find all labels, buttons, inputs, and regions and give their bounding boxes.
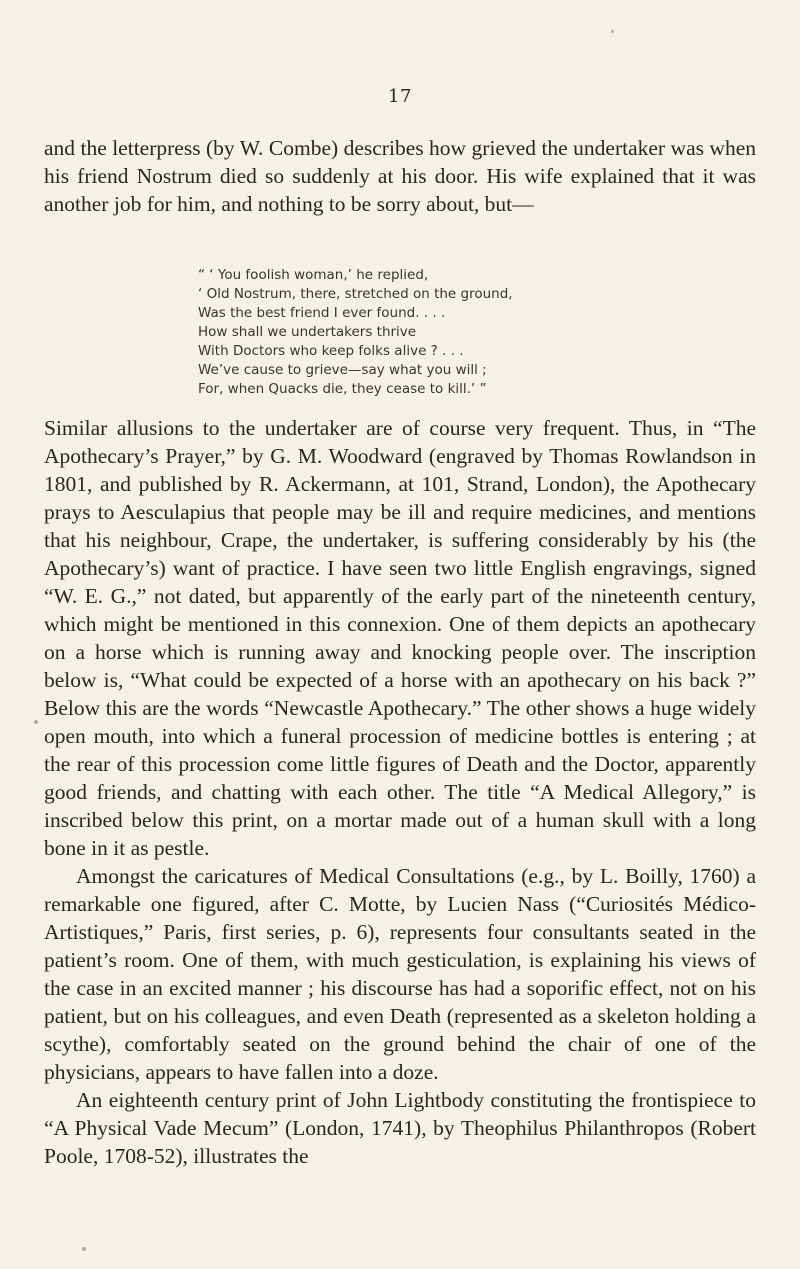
intro-block	[44, 134, 756, 218]
verse-quotation	[198, 266, 758, 399]
verse-line: With Doctors who keep folks alive ? . . .	[198, 343, 464, 359]
verse-line: How shall we undertakers thrive	[198, 324, 417, 340]
paragraph-allusions: Similar allusions to the undertaker are of course very frequent. Thus, in “The Apothecary’s Prayer,” by G. M. Woodward (engraved by Thomas Rowlandson in 1801, and published by R. Ackermann, at 101, Strand, London), the Apothecary prays to Aesculapius that people may be ill and require medicines, and mentions that his neighbour, Crape, the undertaker, is suffering considerably by his (the Apothecary’s) want of practice. I have seen two little English engravings, signed “W. E. G.,” not dated, but apparently of the early part of the nineteenth century, which might be mentioned in this connexion. One of them depicts an apothecary on a horse which is running away and knocking people over. The inscription below is, “What could be expected of a horse with an apothecary on his back ?” Below this are the words “Newcastle Apothecary.” The other shows a huge widely open mouth, into which a funeral procession of medicine bottles is entering ; at the rear of this procession come little figures of Death and the Doctor, apparently good friends, and chatting with each other. The title “A Medical Allegory,” is inscribed below this print, on a mortar made out of a human skull with a long bone in it as pestle.	[44, 416, 756, 860]
paragraph-lightbody: An eighteenth century print of John Lightbody constituting the frontispiece to “A Physical Vade Mecum” (London, 1741), by Theophilus Philanthropos (Robert Poole, 1708-52), illustrates the	[44, 1088, 756, 1168]
page-number: 17	[388, 86, 412, 107]
verse-line: Was the best friend I ever found. . . .	[198, 305, 446, 321]
paragraph-consultations: Amongst the caricatures of Medical Consultations (e.g., by L. Boilly, 1760) a remarkable one figured, after C. Motte, by Lucien Nass (“Curiosités Médico-Artistiques,” Paris, first series, p. 6), represents four consultants seated in the patient’s room. One of them, with much gesticulation, is explaining his views of the case in an excited manner ; his discourse has had a soporific effect, not on his patient, but on his colleagues, and even Death (represented as a skeleton holding a scythe), comfortably seated on the ground behind the chair of one of the physicians, appears to have fallen into a doze.	[44, 864, 756, 1084]
verse-line: We’ve cause to grieve—say what you will ;	[198, 362, 487, 378]
verse-line: “ ‘ You foolish woman,’ he replied,	[198, 267, 429, 283]
body-text	[44, 414, 756, 1170]
paper-speck	[82, 1247, 86, 1251]
paper-speck	[34, 720, 38, 724]
verse-line: For, when Quacks die, they cease to kill.’ ”	[198, 381, 487, 397]
intro-paragraph: and the letterpress (by W. Combe) describes how grieved the undertaker was when his friend Nostrum died so suddenly at his door. His wife explained that it was another job for him, and nothing to be sorry about, but—	[44, 136, 756, 216]
paper-speck	[611, 30, 614, 33]
verse-line: ‘ Old Nostrum, there, stretched on the ground,	[198, 286, 513, 302]
